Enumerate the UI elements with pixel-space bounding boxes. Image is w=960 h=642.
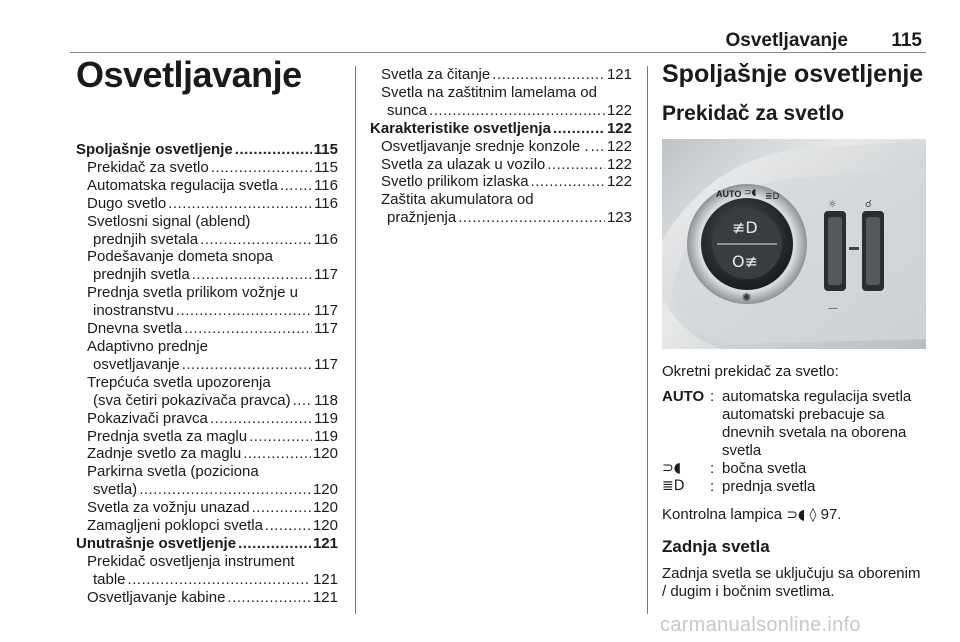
toc-entry-title: (sva četiri pokazivača pravca) [93, 391, 291, 409]
toc-entry-title: Karakteristike osvetljenja [370, 119, 551, 137]
toc-page-number: 116 [314, 194, 338, 212]
toc-entry-title: Parkirna svetla (poziciona [87, 463, 259, 481]
toc-entry[interactable] [76, 195, 338, 213]
toc-page-number: 123 [606, 209, 632, 227]
toc-entry-title: prednjih svetla [93, 266, 190, 284]
toc-entry[interactable] [370, 66, 632, 84]
toc-leader-dots [192, 266, 312, 284]
toc-leader-dots [139, 481, 311, 499]
svg-text:≢D: ≢D [732, 218, 758, 237]
toc-page-number: 121 [312, 570, 338, 588]
definition-row: ≣D : prednja svetla [662, 478, 926, 496]
definition-description: bočna svetla [722, 459, 807, 477]
toc-leader-dots [252, 499, 311, 517]
toc-entry[interactable] [370, 102, 632, 120]
toc-page-number: 119 [314, 409, 338, 427]
toc-page-number: 120 [312, 517, 338, 535]
svg-text:—: — [828, 303, 838, 314]
toc-page-number: 117 [314, 320, 338, 338]
toc-page-number: 120 [312, 445, 338, 463]
toc-column-1 [76, 141, 338, 607]
toc-leader-dots [265, 517, 311, 535]
toc-leader-dots [235, 141, 312, 159]
toc-entry-title: Svetla na zaštitnim lamelama od [381, 83, 597, 101]
toc-entry-title: Prekidač osvetljenja instrument [87, 552, 295, 570]
definition-row: AUTO : automatska regulacija svetla automatski prebacuje sa dnevnih svetala na oborena svetla [662, 388, 926, 460]
svg-text:☼: ☼ [828, 199, 837, 210]
toc-page-number: 116 [314, 230, 338, 248]
svg-text:☌: ☌ [865, 199, 872, 210]
toc-entry-title: Dnevna svetla [87, 320, 183, 338]
toc-leader-dots [458, 209, 605, 227]
toc-page-number: 122 [606, 173, 632, 191]
toc-entry-title: Spoljašnje osvetljenje [76, 141, 233, 158]
toc-entry-title: Pokazivači pravca [87, 409, 208, 427]
svg-text:AUTO: AUTO [716, 189, 742, 199]
toc-page-number: 122 [606, 119, 632, 137]
section-title: Spoljašnje osvetljenje [662, 60, 924, 88]
toc-leader-dots [227, 589, 311, 607]
toc-entry [370, 191, 632, 209]
toc-page-number: 120 [312, 499, 338, 517]
page-header [70, 28, 926, 53]
definition-description: automatska regulacija svetla automatski prebacuje sa dnevnih svetala na oborena svetla [722, 388, 912, 459]
toc-entry-title: Svetla za čitanje [381, 66, 491, 83]
light-switch-illustration [662, 139, 926, 349]
toc-entry-title: table [93, 570, 126, 588]
toc-entry-title: Osvetljavanje srednje konzole . [381, 137, 589, 155]
toc-leader-dots [547, 156, 605, 174]
toc-entry[interactable] [76, 356, 338, 374]
toc-entry[interactable] [76, 571, 338, 589]
toc-entry [76, 213, 338, 231]
page-reference-icon: ◊ [809, 507, 817, 523]
toc-entry-title: Unutrašnje osvetljenje [76, 534, 237, 552]
toc-leader-dots [280, 177, 312, 195]
toc-entry[interactable] [76, 445, 338, 463]
toc-entry[interactable] [76, 428, 338, 446]
toc-entry-title: osvetljavanje [93, 355, 180, 373]
toc-entry [76, 553, 338, 571]
toc-page-number: 119 [314, 427, 338, 445]
toc-entry[interactable] [76, 589, 338, 607]
chapter-title: Osvetljavanje [76, 54, 302, 95]
toc-leader-dots [184, 320, 312, 338]
svg-text:✺: ✺ [742, 291, 752, 304]
toc-entry-title: Adaptivno prednje [87, 337, 208, 355]
toc-entry[interactable] [76, 499, 338, 517]
toc-entry[interactable] [76, 320, 338, 338]
toc-leader-dots [293, 392, 313, 410]
toc-page-number: 121 [606, 66, 632, 83]
toc-entry-title: Svetlosni signal (ablend) [87, 212, 251, 230]
header-section-title: Osvetljavanje [725, 30, 848, 51]
control-lamp-note [662, 506, 841, 525]
light-switch-photo [662, 139, 926, 349]
toc-leader-dots [492, 66, 605, 84]
toc-page-number: 122 [606, 137, 632, 155]
toc-section-entry[interactable] [370, 120, 632, 138]
toc-entry-title: Svetla za ulazak u vozilo [381, 155, 546, 173]
toc-entry-title: Prednja svetla prilikom vožnje u [87, 284, 298, 302]
toc-page-number: 115 [314, 158, 338, 176]
toc-entry[interactable] [76, 266, 338, 284]
toc-section-entry[interactable] [76, 141, 338, 159]
toc-entry-title: Automatska regulacija svetla [87, 176, 278, 194]
tail-lights-title: Zadnja svetla [662, 537, 770, 556]
toc-entry-title: Svetlo prilikom izlaska [381, 173, 529, 191]
toc-entry-title: Trepćuća svetla upozorenja [87, 373, 271, 391]
side-light-icon: ⊃◖ [662, 459, 682, 476]
column-divider [355, 66, 356, 614]
toc-entry[interactable] [76, 159, 338, 177]
header-page-number: 115 [891, 30, 922, 51]
toc-page-number: 115 [313, 141, 338, 158]
side-light-icon: ⊃◖ [786, 507, 806, 523]
switch-positions-list [662, 388, 926, 495]
toc-entry-title: sunca [387, 101, 428, 119]
toc-entry [76, 248, 338, 266]
toc-leader-dots [182, 356, 312, 374]
control-lamp-text: Kontrolna lampica [662, 506, 783, 523]
toc-entry [76, 463, 338, 481]
toc-entry[interactable] [76, 392, 338, 410]
toc-entry-title: Zaštita akumulatora od [381, 191, 534, 209]
toc-entry-title: Podešavanje dometa snopa [87, 248, 273, 266]
svg-text:O≢: O≢ [732, 252, 758, 271]
toc-page-number: 120 [312, 481, 338, 499]
toc-entry-title: Prednja svetla za maglu [87, 427, 248, 445]
toc-leader-dots [249, 428, 312, 446]
toc-entry[interactable] [76, 410, 338, 428]
toc-entry-title: svetla) [93, 481, 138, 499]
toc-entry-title: pražnjenja [387, 209, 457, 227]
toc-entry[interactable] [76, 302, 338, 320]
definition-term: AUTO [662, 388, 705, 405]
toc-leader-dots [210, 410, 312, 428]
definition-row: ⊃◖ : bočna svetla [662, 460, 926, 478]
toc-page-number: 121 [312, 588, 338, 606]
column-divider [647, 66, 648, 614]
toc-entry-title: Osvetljavanje kabine [87, 588, 226, 606]
toc-entry [76, 374, 338, 392]
toc-page-number: 122 [606, 155, 632, 173]
subsection-title: Prekidač za svetlo [662, 102, 845, 125]
toc-page-number: 122 [606, 101, 632, 119]
toc-entry[interactable] [76, 481, 338, 499]
toc-entry[interactable] [76, 177, 338, 195]
toc-leader-dots [200, 231, 312, 249]
photo-caption: Okretni prekidač za svetlo: [662, 363, 839, 380]
toc-column-2 [370, 66, 632, 227]
toc-leader-dots [429, 102, 605, 120]
toc-page-number: 118 [314, 391, 338, 409]
svg-text:⊃◖: ⊃◖ [744, 188, 757, 198]
toc-entry [370, 84, 632, 102]
toc-entry-title: prednjih svetala [93, 230, 199, 248]
tail-lights-text: Zadnja svetla se uključuju sa oborenim / dugim i bočnim svetlima. [662, 565, 921, 600]
toc-leader-dots [128, 571, 311, 589]
toc-leader-dots [211, 159, 312, 177]
toc-page-number: 117 [314, 355, 338, 373]
page-reference-link[interactable]: 97. [820, 506, 842, 523]
toc-entry[interactable] [370, 209, 632, 227]
definition-description: prednja svetla [722, 477, 816, 495]
toc-leader-dots [553, 120, 605, 138]
toc-entry-title: Zamagljeni poklopci svetla [87, 517, 263, 535]
toc-entry [76, 338, 338, 356]
toc-entry-title: Dugo svetlo [87, 194, 167, 212]
toc-page-number: 116 [314, 176, 338, 194]
toc-leader-dots [591, 138, 605, 156]
toc-entry[interactable] [76, 231, 338, 249]
toc-entry-title: Zadnje svetlo za maglu [87, 445, 242, 463]
svg-text:≣D: ≣D [765, 192, 780, 202]
watermark: carmanualsonline.info [660, 614, 861, 636]
toc-leader-dots [168, 195, 312, 213]
toc-page-number: 117 [314, 266, 338, 284]
toc-leader-dots [238, 535, 311, 553]
toc-page-number: 121 [312, 534, 338, 552]
toc-entry [76, 284, 338, 302]
toc-entry[interactable] [370, 138, 632, 156]
toc-leader-dots [531, 173, 605, 191]
toc-leader-dots [176, 302, 312, 320]
toc-entry-title: inostranstvu [93, 302, 174, 320]
toc-leader-dots [243, 445, 311, 463]
toc-entry[interactable] [370, 156, 632, 174]
toc-entry[interactable] [76, 517, 338, 535]
toc-section-entry[interactable] [76, 535, 338, 553]
toc-entry-title: Svetla za vožnju unazad [87, 499, 250, 517]
toc-entry[interactable] [370, 173, 632, 191]
headlight-icon: ≣D [662, 477, 685, 494]
toc-page-number: 117 [314, 302, 338, 320]
toc-entry-title: Prekidač za svetlo [87, 158, 209, 176]
